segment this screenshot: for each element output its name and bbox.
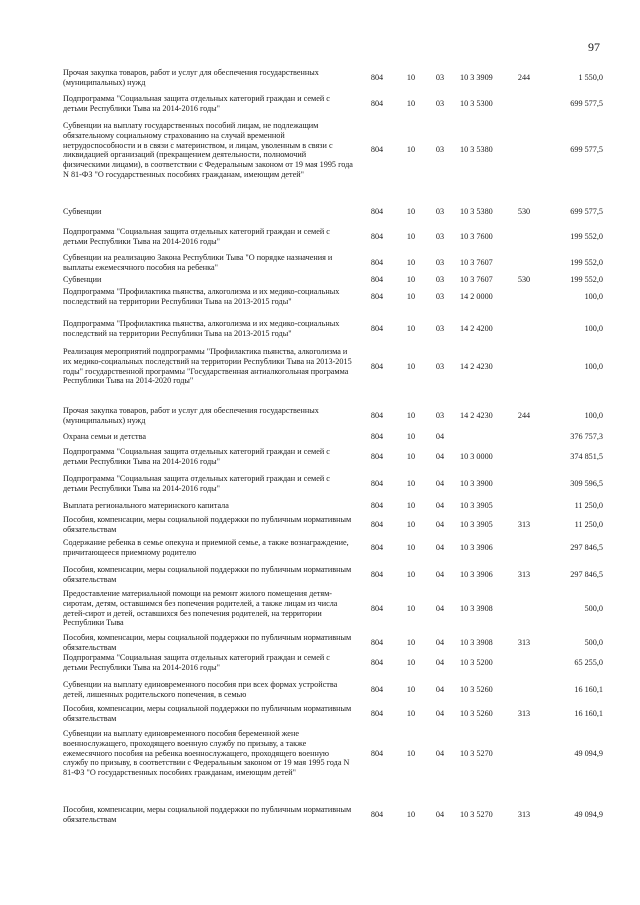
row-ved-code: 804 <box>370 637 384 647</box>
row-amount: 699 577,5 <box>570 207 603 216</box>
row-name: Субвенции на выплату государственных пособий лицам, не подлежащим обязательному социальному страхованию на случай временной нетрудоспособности и в связи с материнством, и лицам, уволенным в связи с ликвидацией организаций (прекращением деятельности, полномочий физическими лицами), в соответствии с Федеральным законом от 19 мая 1995 года N 81-ФЗ "О государственных пособиях гражданам, имеющим детей" <box>63 121 353 179</box>
row-target-article: 10 3 3908 <box>460 637 493 647</box>
row-ved-code: 804 <box>370 809 384 819</box>
row-expense-type: 313 <box>517 809 531 819</box>
row-subsection-code: 04 <box>435 519 445 529</box>
row-target-article: 10 3 3906 <box>460 542 493 552</box>
table-row <box>63 729 603 778</box>
row-ved-code: 804 <box>370 708 384 718</box>
row-amount: 65 255,0 <box>574 657 603 667</box>
row-name: Подпрограмма "Социальная защита отдельных категорий граждан и семей с детьми Республики Тыва на 2014-2016 годы" <box>63 474 330 493</box>
row-subsection-code: 04 <box>435 684 445 694</box>
row-section-code: 10 <box>406 478 416 488</box>
row-name: Пособия, компенсации, меры социальной поддержки по публичным нормативным обязательствам <box>63 515 352 534</box>
row-ved-code: 804 <box>370 72 384 82</box>
row-target-article: 10 3 5380 <box>460 207 493 216</box>
row-section-code: 10 <box>406 451 416 461</box>
row-subsection-code: 03 <box>435 323 445 333</box>
row-section-code: 10 <box>406 637 416 647</box>
row-amount: 500,0 <box>584 603 603 613</box>
row-section-code: 10 <box>406 410 416 420</box>
row-target-article: 10 3 3909 <box>460 72 493 82</box>
row-ved-code: 804 <box>370 603 384 613</box>
row-ved-code: 804 <box>370 145 384 155</box>
row-ved-code: 804 <box>370 569 384 579</box>
row-subsection-code: 03 <box>435 410 445 420</box>
row-target-article: 10 3 7607 <box>460 257 493 267</box>
row-ved-code: 804 <box>370 231 384 241</box>
row-expense-type: 313 <box>517 708 531 718</box>
row-name: Предоставление материальной помощи на ремонт жилого помещения детям-сиротам, детям, оставшимся без попечения родителей, а также лицам из числа детей-сирот и детей, оставшихся без попечения родителей, на территории Республики Тыва <box>63 589 338 628</box>
row-name: Пособия, компенсации, меры социальной поддержки по публичным нормативным обязательствам <box>63 805 352 824</box>
row-subsection-code: 04 <box>435 657 445 667</box>
row-amount: 376 757,3 <box>570 432 603 441</box>
row-section-code: 10 <box>406 257 416 267</box>
table-row <box>63 589 603 628</box>
row-section-code: 10 <box>406 748 416 758</box>
page-number: 97 <box>588 40 600 54</box>
row-target-article: 10 3 0000 <box>460 451 493 461</box>
row-expense-type: 530 <box>517 275 531 284</box>
row-section-code: 10 <box>406 569 416 579</box>
table-row <box>63 515 603 535</box>
table-row <box>63 447 603 467</box>
row-amount: 199 552,0 <box>570 257 603 267</box>
row-ved-code: 804 <box>370 478 384 488</box>
row-name: Субвенции <box>63 207 102 216</box>
row-target-article: 10 3 3900 <box>460 478 493 488</box>
row-section-code: 10 <box>406 98 416 108</box>
row-expense-type: 313 <box>517 637 531 647</box>
table-row <box>63 253 603 273</box>
row-amount: 49 094,9 <box>574 748 603 758</box>
row-target-article: 14 2 4200 <box>460 323 493 333</box>
row-target-article: 10 3 3908 <box>460 603 493 613</box>
row-subsection-code: 03 <box>435 145 445 155</box>
row-name: Подпрограмма "Профилактика пьянства, алкоголизма и их медико-социальных последствий на территории Республики Тыва на 2013-2015 годы" <box>63 319 340 338</box>
row-name: Выплата регионального материнского капитала <box>63 501 229 510</box>
table-row <box>63 704 603 724</box>
table-row <box>63 653 603 673</box>
row-subsection-code: 04 <box>435 809 445 819</box>
table-row <box>63 633 603 653</box>
table-row <box>63 565 603 585</box>
row-target-article: 10 3 3905 <box>460 501 493 510</box>
row-subsection-code: 04 <box>435 501 445 510</box>
row-subsection-code: 04 <box>435 451 445 461</box>
row-section-code: 10 <box>406 519 416 529</box>
row-section-code: 10 <box>406 542 416 552</box>
table-row <box>63 227 603 247</box>
row-subsection-code: 03 <box>435 207 445 216</box>
row-ved-code: 804 <box>370 323 384 333</box>
row-subsection-code: 04 <box>435 432 445 441</box>
row-ved-code: 804 <box>370 519 384 529</box>
row-ved-code: 804 <box>370 410 384 420</box>
row-target-article: 10 3 5300 <box>460 98 493 108</box>
row-section-code: 10 <box>406 603 416 613</box>
row-amount: 374 851,5 <box>570 451 603 461</box>
row-target-article: 10 3 5380 <box>460 145 493 155</box>
row-section-code: 10 <box>406 657 416 667</box>
row-target-article: 10 3 7607 <box>460 275 493 284</box>
row-amount: 100,0 <box>584 410 603 420</box>
row-name: Пособия, компенсации, меры социальной поддержки по публичным нормативным обязательствам <box>63 633 352 652</box>
row-section-code: 10 <box>406 708 416 718</box>
row-section-code: 10 <box>406 231 416 241</box>
row-section-code: 10 <box>406 432 416 441</box>
row-section-code: 10 <box>406 809 416 819</box>
row-amount: 11 250,0 <box>574 519 603 529</box>
row-section-code: 10 <box>406 291 416 301</box>
row-subsection-code: 04 <box>435 542 445 552</box>
row-name: Прочая закупка товаров, работ и услуг для обеспечения государственных (муниципальных) нужд <box>63 68 319 87</box>
row-subsection-code: 03 <box>435 231 445 241</box>
row-subsection-code: 03 <box>435 257 445 267</box>
row-target-article: 10 3 5270 <box>460 748 493 758</box>
row-ved-code: 804 <box>370 257 384 267</box>
row-section-code: 10 <box>406 501 416 510</box>
row-amount: 16 160,1 <box>574 684 603 694</box>
row-name: Субвенции на реализацию Закона Республики Тыва "О порядке назначения и выплаты ежемесячного пособия на ребенка" <box>63 253 333 272</box>
row-name: Субвенции на выплату единовременного пособия беременной жене военнослужащего, проходящего военную службу по призыву, а также ежемесячного пособия на ребенка военнослужащего, проходящего военную службу по призыву, в соответствии с Федеральным законом от 19 мая 1995 года N 81-ФЗ "О государственных пособиях гражданам, имеющим детей" <box>63 729 350 778</box>
row-target-article: 14 2 4230 <box>460 361 493 371</box>
table-row <box>63 805 603 825</box>
row-section-code: 10 <box>406 207 416 216</box>
row-amount: 199 552,0 <box>570 275 603 284</box>
row-subsection-code: 04 <box>435 569 445 579</box>
row-name: Пособия, компенсации, меры социальной поддержки по публичным нормативным обязательствам <box>63 704 352 723</box>
row-name: Подпрограмма "Социальная защита отдельных категорий граждан и семей с детьми Республики Тыва на 2014-2016 годы" <box>63 447 330 466</box>
row-target-article: 10 3 7600 <box>460 231 493 241</box>
row-subsection-code: 03 <box>435 275 445 284</box>
row-target-article: 10 3 5270 <box>460 809 493 819</box>
row-section-code: 10 <box>406 275 416 284</box>
row-amount: 1 550,0 <box>578 72 603 82</box>
row-name: Содержание ребенка в семье опекуна и приемной семье, а также вознаграждение, причитающееся приемному родителю <box>63 538 349 557</box>
row-name: Субвенции на выплату единовременного пособия при всех формах устройства детей, лишенных родительского попечения, в семью <box>63 680 338 699</box>
row-subsection-code: 04 <box>435 603 445 613</box>
table-row <box>63 319 603 339</box>
row-amount: 297 846,5 <box>570 569 603 579</box>
row-name: Охрана семьи и детства <box>63 432 147 441</box>
table-row <box>63 275 603 285</box>
row-expense-type: 244 <box>517 72 531 82</box>
row-section-code: 10 <box>406 684 416 694</box>
row-name: Реализация мероприятий подпрограммы "Профилактика пьянства, алкоголизма и их медико-социальных последствий на территории Республики Тыва на 2013-2015 годы" государственной программы "Государственная антиалкогольная программа Республики Тыва на 2014-2020 годы" <box>63 347 352 386</box>
row-section-code: 10 <box>406 361 416 371</box>
row-amount: 309 596,5 <box>570 478 603 488</box>
table-row <box>63 680 603 700</box>
row-section-code: 10 <box>406 323 416 333</box>
row-subsection-code: 03 <box>435 361 445 371</box>
row-amount: 11 250,0 <box>574 501 603 510</box>
row-amount: 699 577,5 <box>570 98 603 108</box>
row-target-article: 14 2 4230 <box>460 410 493 420</box>
row-subsection-code: 04 <box>435 748 445 758</box>
row-amount: 199 552,0 <box>570 231 603 241</box>
row-ved-code: 804 <box>370 657 384 667</box>
row-ved-code: 804 <box>370 542 384 552</box>
row-ved-code: 804 <box>370 361 384 371</box>
table-row <box>63 207 603 217</box>
row-amount: 100,0 <box>584 323 603 333</box>
row-ved-code: 804 <box>370 207 384 216</box>
row-amount: 699 577,5 <box>570 145 603 155</box>
row-name: Подпрограмма "Социальная защита отдельных категорий граждан и семей с детьми Республики Тыва на 2014-2016 годы" <box>63 94 330 113</box>
row-name: Прочая закупка товаров, работ и услуг для обеспечения государственных (муниципальных) нужд <box>63 406 319 425</box>
table-row <box>63 538 603 558</box>
row-target-article: 10 3 3905 <box>460 519 493 529</box>
row-subsection-code: 04 <box>435 478 445 488</box>
row-name: Подпрограмма "Социальная защита отдельных категорий граждан и семей с детьми Республики Тыва на 2014-2016 годы" <box>63 227 330 246</box>
row-expense-type: 244 <box>517 410 531 420</box>
table-row <box>63 94 603 114</box>
row-name: Подпрограмма "Социальная защита отдельных категорий граждан и семей с детьми Республики Тыва на 2014-2016 годы" <box>63 653 330 672</box>
row-target-article: 10 3 5260 <box>460 684 493 694</box>
row-ved-code: 804 <box>370 501 384 510</box>
row-amount: 100,0 <box>584 361 603 371</box>
table-row <box>63 68 603 88</box>
row-amount: 500,0 <box>584 637 603 647</box>
row-name: Пособия, компенсации, меры социальной поддержки по публичным нормативным обязательствам <box>63 565 352 584</box>
row-ved-code: 804 <box>370 98 384 108</box>
table-row <box>63 501 603 511</box>
row-ved-code: 804 <box>370 451 384 461</box>
row-ved-code: 804 <box>370 748 384 758</box>
row-amount: 49 094,9 <box>574 809 603 819</box>
row-section-code: 10 <box>406 72 416 82</box>
row-subsection-code: 03 <box>435 72 445 82</box>
row-expense-type: 530 <box>517 207 531 216</box>
row-ved-code: 804 <box>370 291 384 301</box>
row-target-article: 10 3 3906 <box>460 569 493 579</box>
table-row <box>63 347 603 386</box>
row-subsection-code: 03 <box>435 291 445 301</box>
row-expense-type: 313 <box>517 569 531 579</box>
row-ved-code: 804 <box>370 684 384 694</box>
row-subsection-code: 04 <box>435 708 445 718</box>
row-target-article: 14 2 0000 <box>460 291 493 301</box>
table-row <box>63 121 603 180</box>
row-amount: 100,0 <box>584 291 603 301</box>
table-row <box>63 406 603 426</box>
row-section-code: 10 <box>406 145 416 155</box>
row-name: Субвенции <box>63 275 102 284</box>
row-subsection-code: 04 <box>435 637 445 647</box>
row-amount: 16 160,1 <box>574 708 603 718</box>
row-expense-type: 313 <box>517 519 531 529</box>
table-row <box>63 474 603 494</box>
table-row <box>63 287 603 307</box>
row-target-article: 10 3 5260 <box>460 708 493 718</box>
row-target-article: 10 3 5200 <box>460 657 493 667</box>
row-amount: 297 846,5 <box>570 542 603 552</box>
table-row <box>63 432 603 442</box>
row-ved-code: 804 <box>370 275 384 284</box>
row-subsection-code: 03 <box>435 98 445 108</box>
row-ved-code: 804 <box>370 432 384 441</box>
row-name: Подпрограмма "Профилактика пьянства, алкоголизма и их медико-социальных последствий на территории Республики Тыва на 2013-2015 годы" <box>63 287 340 306</box>
